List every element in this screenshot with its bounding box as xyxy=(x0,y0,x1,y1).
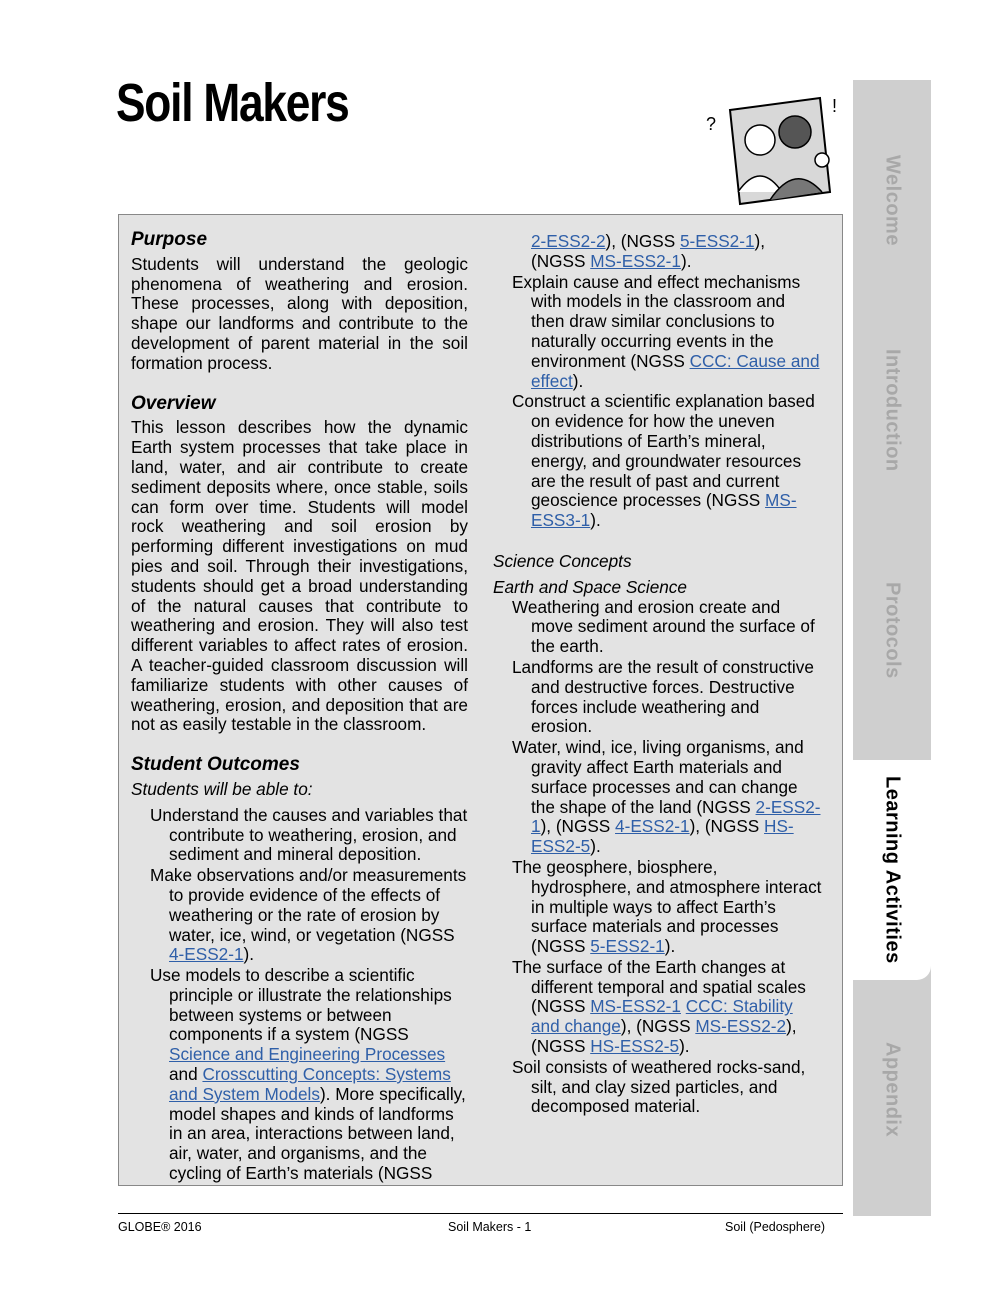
right-column xyxy=(493,231,822,1118)
ccc-link[interactable]: CCC: Stability and change xyxy=(531,996,793,1037)
ccc-link[interactable]: CCC: Cause and effect xyxy=(531,350,820,391)
tab-learning-activities[interactable]: Learning Activities xyxy=(853,760,931,980)
outcome-3-continued: 2-ESS2-2), (NGSS 5-ESS2-1), (NGSS MS-ESS2-1). xyxy=(531,231,766,271)
overview-heading: Overview xyxy=(131,392,216,414)
concept-5: The surface of the Earth changes at different temporal and spatial scales (NGSS MS-ESS2-1 CCC: Stability and change), (NGSS MS-ESS2-2), (NGSS HS-ESS2-5). xyxy=(512,956,806,1057)
ngss-link[interactable]: MS-ESS3-1 xyxy=(531,490,797,531)
footer-right: Soil (Pedosphere) xyxy=(725,1220,826,1234)
left-column xyxy=(131,230,468,1185)
outcomes-heading: Student Outcomes xyxy=(131,754,300,776)
footer-left: GLOBE® 2016 xyxy=(118,1220,202,1234)
concept-3: Water, wind, ice, living organisms, and gravity affect Earth materials and surface processes and can change the shape of the land (NGSS 2-ESS2-1), (NGSS 4-ESS2-1), (NGSS HS-ESS2-5). xyxy=(512,737,821,857)
students-illustration xyxy=(700,92,850,207)
outcome-3: Use models to describe a scientific principle or illustrate the relationships between systems or between components if a system (NGSS Science and Engineering Processes and Crosscutting Concepts: Systems and System Models). More specifically, model shapes and kinds of landforms in an area, interactions between land, air, water, and organisms, and the cycling of Earth’s materials (NGSS xyxy=(150,965,466,1184)
tab-protocols[interactable]: Protocols xyxy=(881,581,904,679)
outcome-1: Understand the causes and variables that contribute to weathering, erosion, and sediment and mineral deposition. xyxy=(150,804,468,865)
ngss-link[interactable]: 5-ESS2-1 xyxy=(590,936,665,957)
ngss-link[interactable]: 2-ESS2-1 xyxy=(531,796,821,837)
overview-text: This lesson describes how the dynamic Earth system processes that take place in land, water, and air contribute to create sediment deposits where, once stable, soils can form over time. Students will model rock weathering and soil erosion by performing different investigations on mud pies and soil. Through their investigations, students should get a broad understanding of the natural causes that contribute to weathering and erosion. They will also test different variables to affect rates of erosion. A teacher-guided classroom discussion will familiarize students with other causes of weathering, erosion, and deposition that are not as easily testable in the classroom. xyxy=(131,417,468,735)
section-tabs xyxy=(853,80,931,1216)
ngss-link[interactable]: MS-ESS2-2 xyxy=(695,1016,787,1037)
ngss-link[interactable]: HS-ESS2-5 xyxy=(531,816,794,857)
ngss-link[interactable]: MS-ESS2-1 xyxy=(590,250,681,271)
sep-link[interactable]: Science and Engineering Processes xyxy=(169,1044,446,1065)
ngss-link[interactable]: 2-ESS2-2 xyxy=(531,231,606,251)
concept-6: Soil consists of weathered rocks-sand, silt, and clay sized particles, and decomposed material. xyxy=(512,1056,806,1117)
concept-1: Weathering and erosion create and move sediment around the surface of the earth. xyxy=(512,596,815,657)
outcome-2: Make observations and/or measurements to provide evidence of the effects of weathering or the rate of erosion by water, ice, wind, or vegetation (NGSS 4-ESS2-1). xyxy=(150,865,467,965)
outcomes-subheading: Students will be able to: xyxy=(131,778,313,799)
concepts-heading: Science Concepts xyxy=(493,550,632,571)
outcome-5: Construct a scientific explanation based on evidence for how the uneven distributions of Earth’s mineral, energy, and groundwater resources are the result of past and current geoscience processes (NGSS MS-ESS3-1). xyxy=(512,391,815,531)
concepts-subheading: Earth and Space Science xyxy=(493,576,687,597)
ngss-link[interactable]: MS-ESS2-1 xyxy=(590,996,681,1017)
ngss-link[interactable]: HS-ESS2-5 xyxy=(590,1036,680,1057)
page-title: Soil Makers xyxy=(116,73,349,133)
svg-text:?: ? xyxy=(706,114,717,134)
ngss-link[interactable]: 4-ESS2-1 xyxy=(615,816,690,837)
ngss-link[interactable]: 4-ESS2-1 xyxy=(169,944,244,965)
outcome-4: Explain cause and effect mechanisms with models in the classroom and then draw similar conclusions to naturally occurring events in the environment (NGSS CCC: Cause and effect). xyxy=(512,271,820,391)
concept-4: The geosphere, biosphere, hydrosphere, and atmosphere interact in multiple ways to affect Earth’s surface materials and processes (NGSS 5-ESS2-1). xyxy=(512,856,822,957)
crosscutting-link[interactable]: Crosscutting Concepts: Systems and System Models xyxy=(169,1064,451,1104)
footer-center: Soil Makers - 1 xyxy=(448,1220,532,1234)
ngss-link[interactable]: 5-ESS2-1 xyxy=(680,231,755,251)
tab-welcome[interactable]: Welcome xyxy=(881,154,904,246)
tab-introduction[interactable]: Introduction xyxy=(881,348,904,472)
tab-appendix[interactable]: Appendix xyxy=(881,1042,904,1138)
purpose-text: Students will understand the geologic phenomena of weathering and erosion. These processes, along with deposition, shape our landforms and contribute to the development of parent material in the soil formation process. xyxy=(131,253,468,373)
footer-divider xyxy=(118,1213,843,1214)
purpose-heading: Purpose xyxy=(131,229,208,250)
concept-2: Landforms are the result of constructive and destructive forces. Destructive forces include weathering and erosion. xyxy=(512,656,814,737)
svg-text:!: ! xyxy=(832,96,838,116)
